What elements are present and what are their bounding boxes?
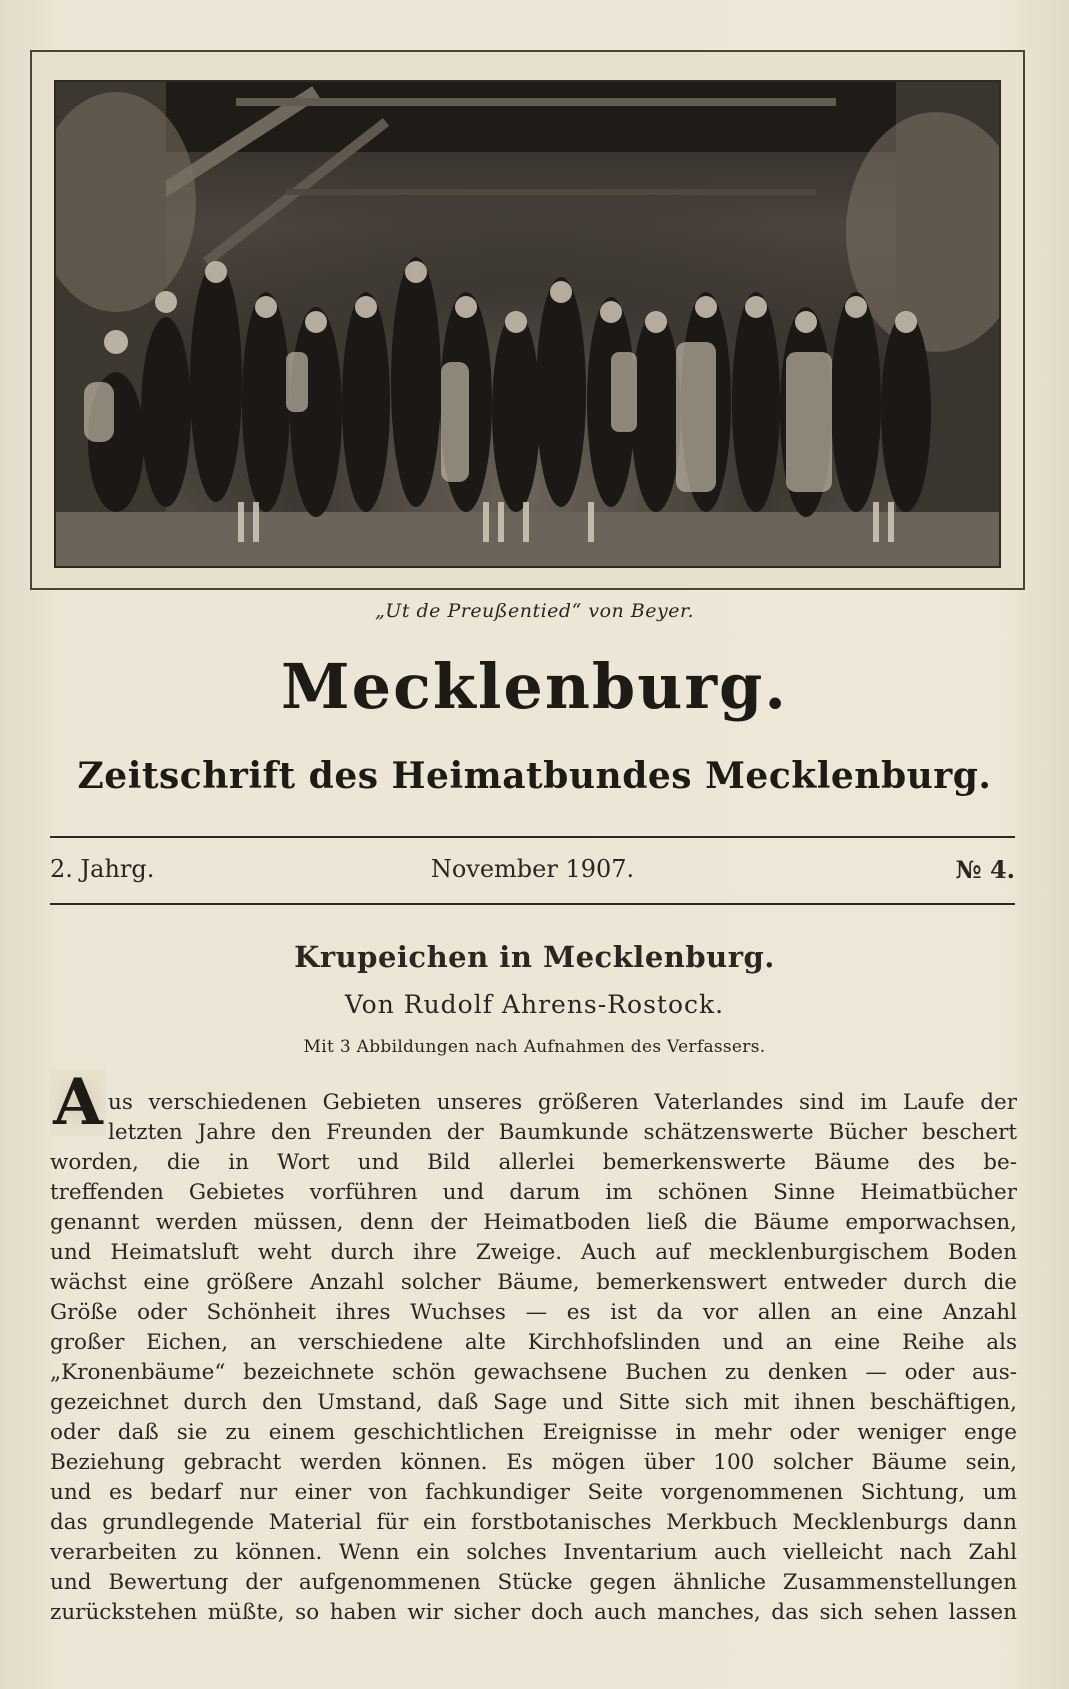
text-line: treffenden Gebietes vorführen und darum im schönen Sinne Heimatbücher xyxy=(50,1180,1017,1205)
rule-divider xyxy=(50,903,1015,905)
text-line: oder daß sie zu einem geschichtlichen Ereignisse in mehr oder weniger enge xyxy=(50,1420,1017,1445)
drop-cap-initial: A xyxy=(50,1070,106,1136)
text-line: großer Eichen, an verschiedene alte Kirchhofslinden und an eine Reihe als xyxy=(50,1330,1017,1355)
text-line: und Bewertung der aufgenommenen Stücke gegen ähnliche Zusammenstellungen xyxy=(50,1570,1017,1595)
text-line: „Kronenbäume“ bezeichnete schön gewachsene Buchen zu denken — oder aus- xyxy=(50,1360,1017,1385)
rule-divider xyxy=(50,836,1015,838)
issue-year: 2. Jahrg. xyxy=(50,855,155,883)
masthead-subtitle: Zeitschrift des Heimatbundes Mecklenburg. xyxy=(77,755,992,797)
stage-photograph-illustration xyxy=(56,82,999,566)
text-line: us verschiedenen Gebieten unseres größeren Vaterlandes sind im Laufe der xyxy=(108,1090,1017,1115)
article-note: Mit 3 Abbildungen nach Aufnahmen des Verfassers. xyxy=(303,1037,766,1057)
text-line: verarbeiten zu können. Wenn ein solches Inventarium auch vielleicht nach Zahl xyxy=(50,1540,1017,1565)
issue-bar xyxy=(50,855,1015,891)
text-line: wächst eine größere Anzahl solcher Bäume, bemerkenswert entweder durch die xyxy=(50,1270,1017,1295)
issue-date: November 1907. xyxy=(430,855,635,883)
text-line: letzten Jahre den Freunden der Baumkunde schätzenswerte Bücher beschert xyxy=(108,1120,1017,1145)
issue-number: № 4. xyxy=(955,855,1015,884)
article-title: Krupeichen in Mecklenburg. xyxy=(294,940,775,974)
text-line: und Heimatsluft weht durch ihre Zweige. Auch auf mecklenburgischem Boden xyxy=(50,1240,1017,1265)
text-line: zurückstehen müßte, so haben wir sicher doch auch manches, das sich sehen lassen xyxy=(50,1600,1017,1625)
masthead-title: Mecklenburg. xyxy=(281,650,788,723)
photo-caption: „Ut de Preußentied“ von Beyer. xyxy=(374,600,695,622)
photo-frame xyxy=(30,50,1025,590)
text-line: gezeichnet durch den Umstand, daß Sage und Sitte sich mit ihnen beschäftigen, xyxy=(50,1390,1017,1415)
text-line: worden, die in Wort und Bild allerlei bemerkenswerte Bäume des be- xyxy=(50,1150,1017,1175)
text-line: genannt werden müssen, denn der Heimatboden ließ die Bäume emporwachsen, xyxy=(50,1210,1017,1235)
stage-photograph xyxy=(54,80,1001,568)
text-line: und es bedarf nur einer von fachkundiger Seite vorgenommenen Sichtung, um xyxy=(50,1480,1017,1505)
article-body xyxy=(50,1088,1017,1628)
text-line: das grundlegende Material für ein forstbotanisches Merkbuch Mecklenburgs dann xyxy=(50,1510,1017,1535)
article-author: Von Rudolf Ahrens-Rostock. xyxy=(344,990,725,1019)
text-line: Größe oder Schönheit ihres Wuchses — es ist da vor allen an eine Anzahl xyxy=(50,1300,1017,1325)
text-line: Beziehung gebracht werden können. Es mögen über 100 solcher Bäume sein, xyxy=(50,1450,1017,1475)
